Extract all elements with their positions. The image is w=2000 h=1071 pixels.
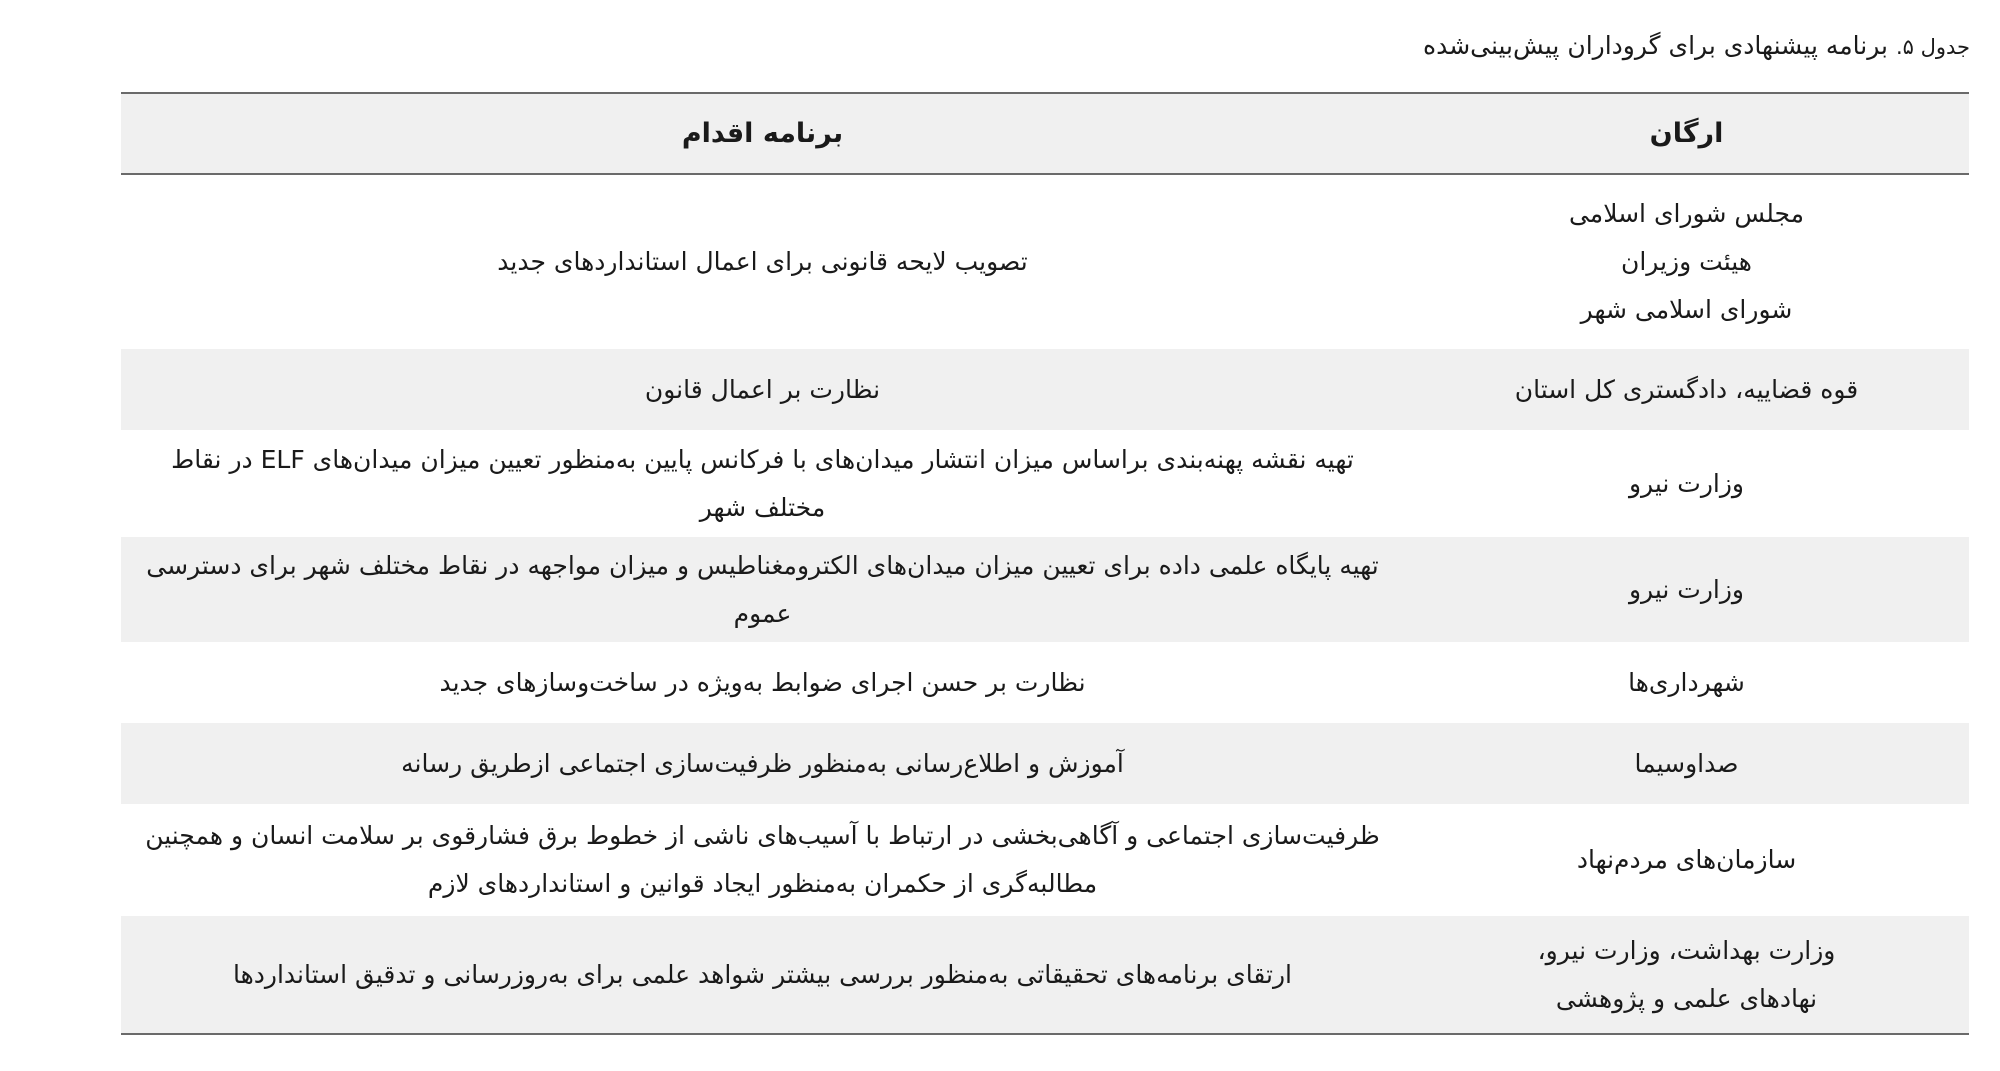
organization-cell: سازمان‌های مردم‌نهاد bbox=[1576, 845, 1797, 874]
action-cell: تهیه نقشه پهنه‌بندی براساس میزان انتشار میدان‌های با فرکانس پایین به‌منظور تعیین میزان میدان‌های ELF در نقاط مختلف شهر bbox=[171, 444, 1354, 522]
column-header-organization: ارگان bbox=[1404, 94, 1969, 174]
table-caption bbox=[1423, 26, 1970, 67]
organization-cell: وزارت نیرو bbox=[1628, 468, 1744, 498]
table-header-row bbox=[121, 94, 1969, 174]
action-cell: نظارت بر حسن اجرای ضوابط به‌ویژه در ساخت‌وسازهای جدید bbox=[439, 667, 1086, 697]
organization-cell: وزارت نیرو bbox=[1404, 537, 1969, 642]
column-header-action-plan: برنامه اقدام bbox=[121, 94, 1404, 174]
table-row bbox=[121, 804, 1969, 916]
action-cell: نظارت بر اعمال قانون bbox=[121, 349, 1404, 430]
table-row bbox=[121, 430, 1969, 537]
action-cell: تصویب لایحه قانونی برای اعمال استانداردهای جدید bbox=[497, 247, 1028, 276]
caption-text: برنامه پیشنهادی برای گروداران پیش‌بینی‌شده bbox=[1422, 31, 1888, 60]
table-row bbox=[121, 723, 1969, 804]
organization-cell: وزارت بهداشت، وزارت نیرو، نهادهای علمی و پژوهشی bbox=[1404, 916, 1969, 1033]
organization-cell: شهرداری‌ها bbox=[1628, 667, 1745, 697]
organization-cell: صداوسیما bbox=[1404, 723, 1969, 804]
action-cell: تهیه پایگاه علمی داده برای تعیین میزان میدان‌های الکترومغناطیس و میزان مواجهه در نقاط مختلف شهر برای دسترسی عموم bbox=[121, 537, 1404, 642]
stakeholder-table-grid bbox=[121, 94, 1969, 1033]
action-cell: ارتقای برنامه‌های تحقیقاتی به‌منظور بررسی بیشتر شواهد علمی برای به‌روزرسانی و تدقیق استانداردها bbox=[121, 916, 1404, 1033]
table-row bbox=[121, 642, 1969, 723]
organization-cell: قوه قضاییه، دادگستری کل استان bbox=[1404, 349, 1969, 430]
table-row bbox=[121, 174, 1969, 349]
action-cell: آموزش و اطلاع‌رسانی به‌منظور ظرفیت‌سازی اجتماعی ازطریق رسانه bbox=[121, 723, 1404, 804]
action-cell: ظرفیت‌سازی اجتماعی و آگاهی‌بخشی در ارتباط با آسیب‌های ناشی از خطوط برق فشارقوی بر سلامت انسان و همچنین مطالبه‌گری از حکمران به‌منظور ایجاد قوانین و استانداردهای لازم bbox=[145, 821, 1380, 898]
table-row bbox=[121, 916, 1969, 1033]
table-row bbox=[121, 537, 1969, 642]
caption-label: جدول ۵. bbox=[1895, 35, 1970, 59]
table-row bbox=[121, 349, 1969, 430]
organization-cell: مجلس شورای اسلامی هیئت وزیران شورای اسلامی شهر bbox=[1568, 199, 1805, 324]
stakeholder-table bbox=[121, 92, 1969, 1035]
